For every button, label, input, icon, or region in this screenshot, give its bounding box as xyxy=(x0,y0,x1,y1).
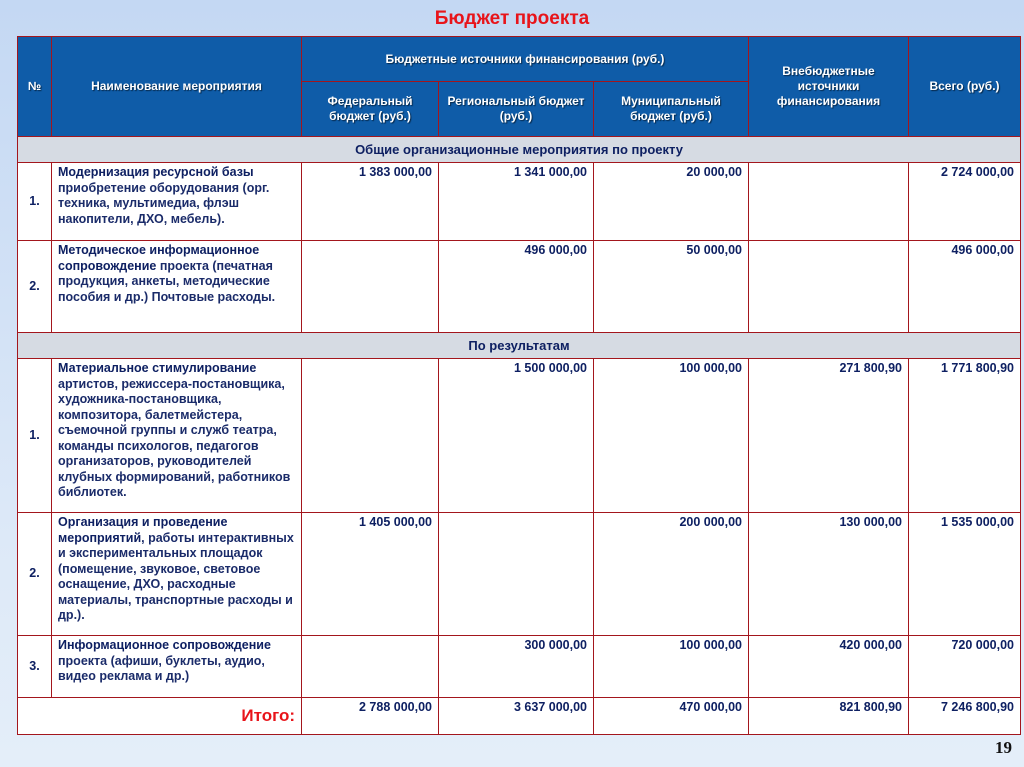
regional-amount: 1 500 000,00 xyxy=(439,359,594,513)
page-number: 19 xyxy=(995,738,1012,757)
activity-name-cell xyxy=(52,241,302,333)
table-row xyxy=(18,241,1021,333)
activity-name-bold: Информационное сопровождение xyxy=(58,638,271,652)
table-row xyxy=(18,636,1021,698)
total-municipal-amount: 470 000,00 xyxy=(594,698,749,735)
extra-amount: 130 000,00 xyxy=(749,513,909,636)
totals-label: Итого: xyxy=(18,698,302,735)
page-title: Бюджет проекта xyxy=(434,8,590,29)
activity-name-details: проекта (печатная продукция, анкеты, методические пособия и др.) Почтовые расходы. xyxy=(58,258,276,304)
total-amount: 1 535 000,00 xyxy=(909,513,1021,636)
section-header-row xyxy=(18,333,1021,359)
activity-name-details: приобретение оборудования (орг. техника, мультимедиа, флэш накопители, ДХО, мебель). xyxy=(58,180,270,226)
municipal-amount: 200 000,00 xyxy=(594,513,749,636)
total-regional-amount: 3 637 000,00 xyxy=(439,698,594,735)
activity-name-details: артистов, режиссера-постановщика, художника-постановщика, композитора, балетмейстера, съемочной группы и служб театра, команды психологов, педагогов организаторов, руководителей клубных формирований, работников библиотек. xyxy=(58,376,291,499)
total-amount: 720 000,00 xyxy=(909,636,1021,698)
header-num: № xyxy=(18,37,52,137)
header-municipal: Муниципальный бюджет (руб.) xyxy=(594,82,749,137)
row-number: 1. xyxy=(18,163,52,241)
activity-name-details: проекта (афиши, буклеты, аудио, видео реклама и др.) xyxy=(58,653,265,683)
total-federal-amount: 2 788 000,00 xyxy=(302,698,439,735)
header-extra: Внебюджетные источники финансирования xyxy=(749,37,909,137)
total-total-amount: 7 246 800,90 xyxy=(909,698,1021,735)
header-total: Всего (руб.) xyxy=(909,37,1021,137)
activity-name-bold: Материальное стимулирование xyxy=(58,361,257,375)
activity-name-cell xyxy=(52,513,302,636)
row-number: 1. xyxy=(18,359,52,513)
total-amount: 496 000,00 xyxy=(909,241,1021,333)
extra-amount xyxy=(749,163,909,241)
extra-amount: 271 800,90 xyxy=(749,359,909,513)
total-amount: 2 724 000,00 xyxy=(909,163,1021,241)
regional-amount: 496 000,00 xyxy=(439,241,594,333)
section-title: По результатам xyxy=(18,333,1021,359)
municipal-amount: 20 000,00 xyxy=(594,163,749,241)
table-row xyxy=(18,513,1021,636)
total-extra-amount: 821 800,90 xyxy=(749,698,909,735)
activity-name-cell xyxy=(52,163,302,241)
activity-name-cell xyxy=(52,359,302,513)
federal-amount xyxy=(302,359,439,513)
header-federal: Федеральный бюджет (руб.) xyxy=(302,82,439,137)
table-row xyxy=(18,359,1021,513)
federal-amount xyxy=(302,241,439,333)
section-title: Общие организационные мероприятия по проекту xyxy=(18,137,1021,163)
header-regional: Региональный бюджет (руб.) xyxy=(439,82,594,137)
row-number: 2. xyxy=(18,241,52,333)
activity-name-bold: Методическое информационное сопровождение xyxy=(58,243,260,273)
activity-name-cell xyxy=(52,636,302,698)
row-number: 3. xyxy=(18,636,52,698)
table-row xyxy=(18,163,1021,241)
federal-amount: 1 383 000,00 xyxy=(302,163,439,241)
totals-row xyxy=(18,698,1021,735)
federal-amount xyxy=(302,636,439,698)
extra-amount xyxy=(749,241,909,333)
row-number: 2. xyxy=(18,513,52,636)
regional-amount: 300 000,00 xyxy=(439,636,594,698)
extra-amount: 420 000,00 xyxy=(749,636,909,698)
section-header-row xyxy=(18,137,1021,163)
activity-name-bold: Модернизация ресурсной базы xyxy=(58,165,254,179)
header-name: Наименование мероприятия xyxy=(52,37,302,137)
municipal-amount: 100 000,00 xyxy=(594,636,749,698)
header-budget-sources: Бюджетные источники финансирования (руб.) xyxy=(302,37,749,82)
regional-amount xyxy=(439,513,594,636)
municipal-amount: 100 000,00 xyxy=(594,359,749,513)
total-amount: 1 771 800,90 xyxy=(909,359,1021,513)
federal-amount: 1 405 000,00 xyxy=(302,513,439,636)
activity-name-bold: Организация и проведение мероприятий xyxy=(58,515,228,545)
budget-table xyxy=(17,36,1021,735)
regional-amount: 1 341 000,00 xyxy=(439,163,594,241)
activity-name-details: , работы интерактивных и экспериментальных площадок (помещение, звуковое, световое оснащение, ДХО, расходные материалы, транспортные расходы и др.). xyxy=(58,530,294,622)
municipal-amount: 50 000,00 xyxy=(594,241,749,333)
